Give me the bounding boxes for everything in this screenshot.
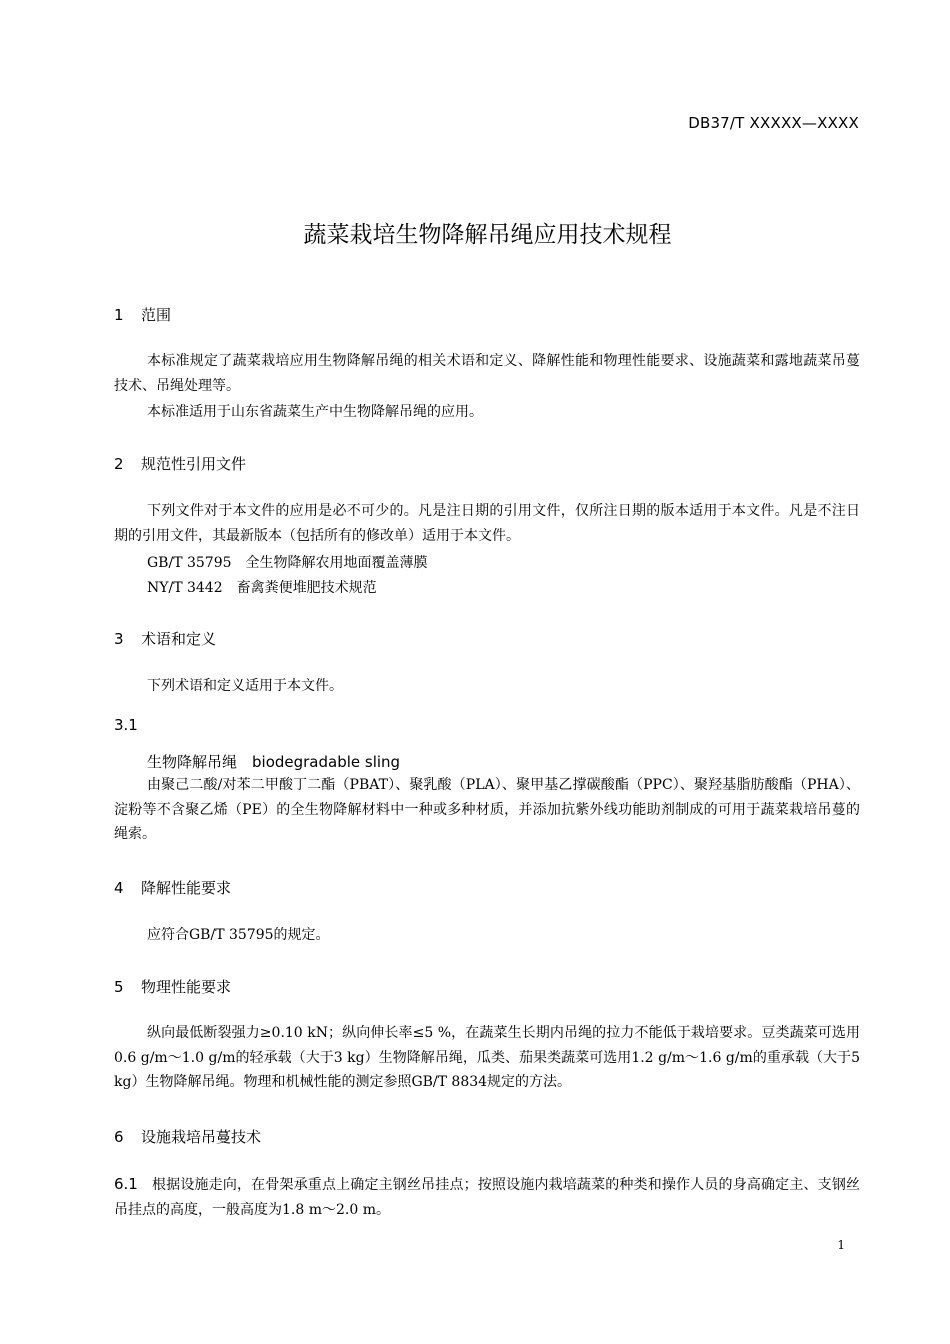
standard-code: DB37/T XXXXX—XXXX — [688, 114, 859, 132]
section-number: 4 — [114, 879, 124, 897]
document-title: 蔬菜栽培生物降解吊绳应用技术规程 — [303, 222, 672, 248]
section-heading-6 — [114, 1126, 261, 1147]
section-number: 5 — [114, 978, 124, 996]
reference-item: GB/T 35795 全生物降解农用地面覆盖薄膜 — [147, 555, 428, 571]
section-title: 物理性能要求 — [141, 978, 232, 996]
section-title: 范围 — [141, 306, 172, 324]
paragraph-physical: 纵向最低断裂强力≥0.10 kN；纵向伸长率≤5 %，在蔬菜生长期内吊绳的拉力不能低于栽培要求。豆类蔬菜可选用0.6 g/m～1.0 g/m的轻承载（大于3 kg）生物降解吊绳，瓜类、茄果类蔬菜可选用1.2 g/m～1.6 g/m的重承载（大于5 kg）生物降解吊绳。物理和机械性能的测定参照GB/T 8834规定的方法。 — [114, 1025, 860, 1090]
section-heading-4 — [114, 877, 231, 898]
paragraph-normative-intro: 下列文件对于本文件的应用是必不可少的。凡是注日期的引用文件，仅所注日期的版本适用于本文件。凡是不注日期的引用文件，其最新版本（包括所有的修改单）适用于本文件。 — [114, 503, 860, 544]
section-heading-5 — [114, 976, 231, 997]
section-title: 规范性引用文件 — [141, 455, 247, 473]
section-number: 6 — [114, 1128, 124, 1146]
section-number: 3 — [114, 630, 124, 648]
section-number: 2 — [114, 455, 124, 473]
clause-number-3-1: 3.1 — [114, 716, 138, 734]
section-title: 术语和定义 — [141, 630, 217, 648]
clause-text: 根据设施走向，在骨架承重点上确定主钢丝吊挂点；按照设施内栽培蔬菜的种类和操作人员的身高确定主、支钢丝吊挂点的高度，一般高度为1.8 m～2.0 m。 — [114, 1177, 860, 1218]
reference-item: NY/T 3442 畜禽粪便堆肥技术规范 — [147, 580, 377, 596]
section-heading-3 — [114, 628, 216, 649]
section-heading-1 — [114, 304, 171, 325]
clause-number-6-1: 6.1 — [114, 1175, 138, 1193]
section-heading-2 — [114, 453, 246, 474]
paragraph-scope: 本标准规定了蔬菜栽培应用生物降解吊绳的相关术语和定义、降解性能和物理性能要求、设施蔬菜和露地蔬菜吊蔓技术、吊绳处理等。 — [114, 353, 860, 394]
section-title: 设施栽培吊蔓技术 — [141, 1128, 262, 1146]
section-number: 1 — [114, 306, 124, 324]
page-number: 1 — [837, 1238, 845, 1252]
clause-6-1 — [114, 1172, 860, 1222]
paragraph-terms-intro: 下列术语和定义适用于本文件。 — [147, 678, 343, 694]
section-title: 降解性能要求 — [141, 879, 232, 897]
term-definition: 由聚己二酸/对苯二甲酸丁二酯（PBAT）、聚乳酸（PLA）、聚甲基乙撑碳酸酯（PPC）、聚羟基脂肪酸酯（PHA）、淀粉等不含聚乙烯（PE）的全生物降解材料中一种或多种材质，并添加抗紫外线功能助剂制成的可用于蔬菜栽培吊蔓的绳索。 — [114, 777, 860, 842]
term-entry: 生物降解吊绳 biodegradable sling — [147, 753, 401, 771]
paragraph-degradation: 应符合GB/T 35795的规定。 — [147, 927, 330, 943]
paragraph-applicability: 本标准适用于山东省蔬菜生产中生物降解吊绳的应用。 — [147, 404, 483, 420]
